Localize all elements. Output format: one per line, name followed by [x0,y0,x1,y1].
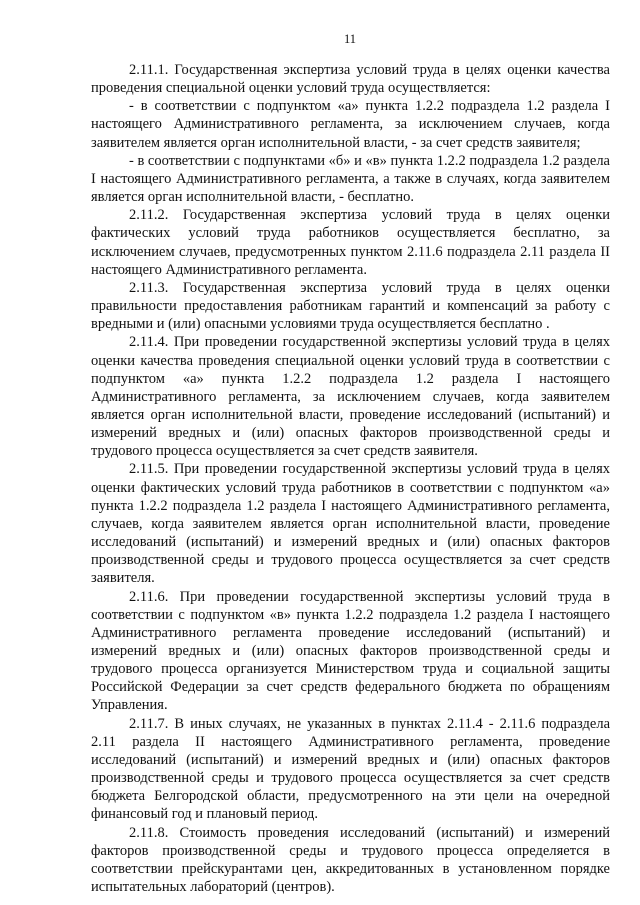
paragraph-2-11-4: 2.11.4. При проведении государственной экспертизы условий труда в целях оценки качества проведения специальной оценки условий труда в соответствии с подпунктом «а» пункта 1.2.2 подраздела 1.2 раздела I настоящего Административного регламента, за исключением случаев, когда заявителем является орган исполнительной власти, проведение исследований (испытаний) и измерений вредных и (или) опасных факторов производственной среды и трудового процесса осуществляется за счет средств заявителя. [91,334,610,460]
paragraph-2-11-5: 2.11.5. При проведении государственной экспертизы условий труда в целях оценки фактических условий труда работников в соответствии с подпунктом «а» пункта 1.2.2 подраздела 1.2 раздела I настоящего Административного регламента, случаев, когда заявителем является орган исполнительной власти, проведение исследований (испытаний) и измерений вредных и (или) опасных факторов производственной среды и трудового процесса осуществляется за счет средств заявителя. [91,461,610,587]
paragraph-2-11-6: 2.11.6. При проведении государственной экспертизы условий труда в соответствии с подпунктом «в» пункта 1.2.2 подраздела 1.2 раздела I настоящего Административного регламента проведение исследований (испытаний) и измерений вредных и (или) опасных факторов производственной среды и трудового процесса организуется Министерством труда и социальной защиты Российской Федерации за счет средств федерального бюджета по обращениям Управления. [91,588,610,714]
paragraph-2-11-1: 2.11.1. Государственная экспертиза условий труда в целях оценки качества проведения специальной оценки условий труда осуществляется: [91,62,610,97]
paragraph-2-11-8: 2.11.8. Стоимость проведения исследований (испытаний) и измерений факторов производственной среды и трудового процесса определяется в соответствии прейскурантами цен, аккредитованных в установленном порядке испытательных лабораторий (центров). [91,824,610,896]
paragraph-2-11-1-item-b-v: - в соответствии с подпунктами «б» и «в» пункта 1.2.2 подраздела 1.2 раздела I настоящего Административного регламента, а также в случаях, когда заявителем является орган исполнительной власти, - бесплатно. [91,152,610,206]
paragraph-2-11-2: 2.11.2. Государственная экспертиза условий труда в целях оценки фактических условий труда работников осуществляется бесплатно, за исключением случаев, предусмотренных пунктом 2.11.6 подраздела 2.11 раздела II настоящего Административного регламента. [91,207,610,278]
document-body [91,61,610,896]
paragraph-2-11-1-item-a: - в соответствии с подпунктом «а» пункта 1.2.2 подраздела 1.2 раздела I настоящего Административного регламента, за исключением случаев, когда заявителем является орган исполнительной власти, - за счет средств заявителя; [91,98,610,151]
paragraph-2-11-3: 2.11.3. Государственная экспертиза условий труда в целях оценки правильности предоставления работникам гарантий и компенсаций за работу с вредными и (или) опасными условиями труда осуществляется бесплатно . [91,279,610,333]
paragraph-2-11-7: 2.11.7. В иных случаях, не указанных в пунктах 2.11.4 - 2.11.6 подраздела 2.11 раздела II настоящего Административного регламента, проведение исследований (испытаний) и измерений вредных и (или) опасных факторов производственной среды и трудового процесса осуществляется за счет средств бюджета Белгородской области, предусмотренного на эти цели на очередной финансовый год и плановый период. [91,715,610,823]
page-number: 11 [343,32,357,46]
